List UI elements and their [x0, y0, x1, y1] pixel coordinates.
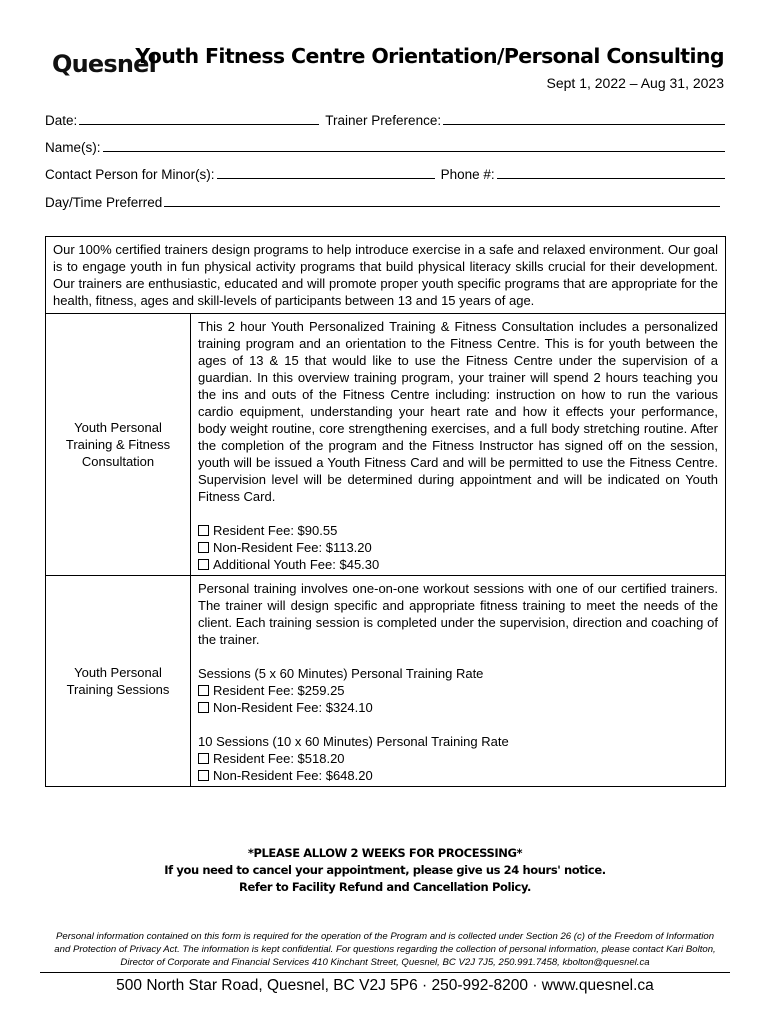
privacy-statement: Personal information contained on this form is required for the operation of the Program and is collected under Section 26 (c) of the Freedom of Information and Protection of Privacy Act. The information is kept confidential. For questions regarding the collection of personal information, please contact Kari Bolton, Director of Corporate and Financial Services 410 Kinchant Street, Quesnel, BC V2J 7J5, 250.991.7458, kbolton@quesnel.ca: [54, 931, 716, 968]
phone-label: Phone #:: [440, 167, 495, 182]
program-description: Personal training involves one-on-one workout sessions with one of our certified trainers. The trainer will design specific and appropriate fitness training to meet the needs of the client. Each training session is completed under the supervision, direction and coaching of the trainer.: [198, 581, 718, 647]
resident-fee-option[interactable]: Resident Fee: $518.20: [198, 750, 718, 767]
checkbox-icon[interactable]: [198, 770, 209, 781]
date-field[interactable]: [79, 123, 319, 125]
contact-person-label: Contact Person for Minor(s):: [45, 167, 215, 182]
package-title: Sessions (5 x 60 Minutes) Personal Training Rate: [198, 666, 484, 681]
program-name: Youth Personal Training & Fitness Consultation: [46, 314, 191, 576]
names-label: Name(s):: [45, 140, 101, 155]
date-label: Date:: [45, 113, 78, 128]
checkbox-icon[interactable]: [198, 685, 209, 696]
program-description: This 2 hour Youth Personalized Training & Fitness Consultation includes a personalized training program and an orientation to the Fitness Centre. This is for youth between the ages of 13 & 15 that would like to use the Fitness Centre under the supervision of a guardian. In this overview training program, your trainer will spend 2 hours teaching you the ins and outs of the Fitness Centre including: instruction on how to run the various cardio equipment, understanding your heart rate and how it effects your performance, body weight routine, core strengthening exercises, and a full body stretching routine. After the completion of the program and the Fitness Instructor has signed off on the session, youth will be issued a Youth Fitness Card and will be permitted to use the Fitness Centre. Supervision level will be determined during appointment and will be indicated on Youth Fitness Card.: [198, 319, 718, 504]
program-fee-table: [45, 236, 726, 787]
cancellation-notice: If you need to cancel your appointment, please give us 24 hours' notice.: [164, 863, 606, 877]
date-trainer-row: [45, 110, 725, 128]
trainer-preference-label: Trainer Preference:: [325, 113, 442, 128]
day-time-label: Day/Time Preferred: [45, 195, 163, 210]
additional-youth-fee-option[interactable]: Additional Youth Fee: $45.30: [198, 556, 718, 573]
resident-fee-option[interactable]: Resident Fee: $259.25: [198, 682, 718, 699]
processing-warning: *PLEASE ALLOW 2 WEEKS FOR PROCESSING*: [247, 846, 523, 860]
table-row: [46, 314, 726, 576]
contact-person-field[interactable]: [217, 177, 435, 179]
program-name: Youth Personal Training Sessions: [46, 576, 191, 787]
processing-notice: [0, 845, 770, 896]
checkbox-icon[interactable]: [198, 753, 209, 764]
names-field[interactable]: [103, 150, 725, 152]
checkbox-icon[interactable]: [198, 542, 209, 553]
quesnel-logo: Quesnel: [52, 50, 157, 78]
checkbox-icon[interactable]: [198, 702, 209, 713]
day-time-field[interactable]: [164, 205, 720, 207]
names-row: [45, 137, 725, 155]
package-title: 10 Sessions (10 x 60 Minutes) Personal Training Rate: [198, 734, 509, 749]
resident-fee-option[interactable]: Resident Fee: $90.55: [198, 522, 718, 539]
program-description-cell: [191, 576, 726, 787]
table-row: [46, 576, 726, 787]
trainer-preference-field[interactable]: [443, 123, 725, 125]
program-description-cell: [191, 314, 726, 576]
non-resident-fee-option[interactable]: Non-Resident Fee: $324.10: [198, 699, 718, 716]
checkbox-icon[interactable]: [198, 525, 209, 536]
day-time-row: [45, 192, 720, 210]
non-resident-fee-option[interactable]: Non-Resident Fee: $113.20: [198, 539, 718, 556]
contact-phone-row: [45, 164, 725, 182]
footer-address: 500 North Star Road, Quesnel, BC V2J 5P6 · 250-992-8200 · www.quesnel.ca: [116, 977, 654, 994]
program-dates: Sept 1, 2022 – Aug 31, 2023: [546, 75, 724, 91]
intro-text: Our 100% certified trainers design programs to help introduce exercise in a safe and relaxed environment. Our goal is to engage youth in fun physical activity programs that build physical literacy skills crucial for their development. Our trainers are enthusiastic, educated and will promote proper youth specific programs that are appropriate for the health, fitness, ages and skill-levels of participants between 13 and 15 years of age.: [46, 237, 726, 314]
non-resident-fee-option[interactable]: Non-Resident Fee: $648.20: [198, 767, 718, 784]
footer-divider: [40, 972, 730, 973]
refund-policy-note: Refer to Facility Refund and Cancellation Policy.: [239, 880, 531, 894]
phone-field[interactable]: [497, 177, 725, 179]
page-title: Youth Fitness Centre Orientation/Personal Consulting: [135, 44, 724, 68]
checkbox-icon[interactable]: [198, 559, 209, 570]
